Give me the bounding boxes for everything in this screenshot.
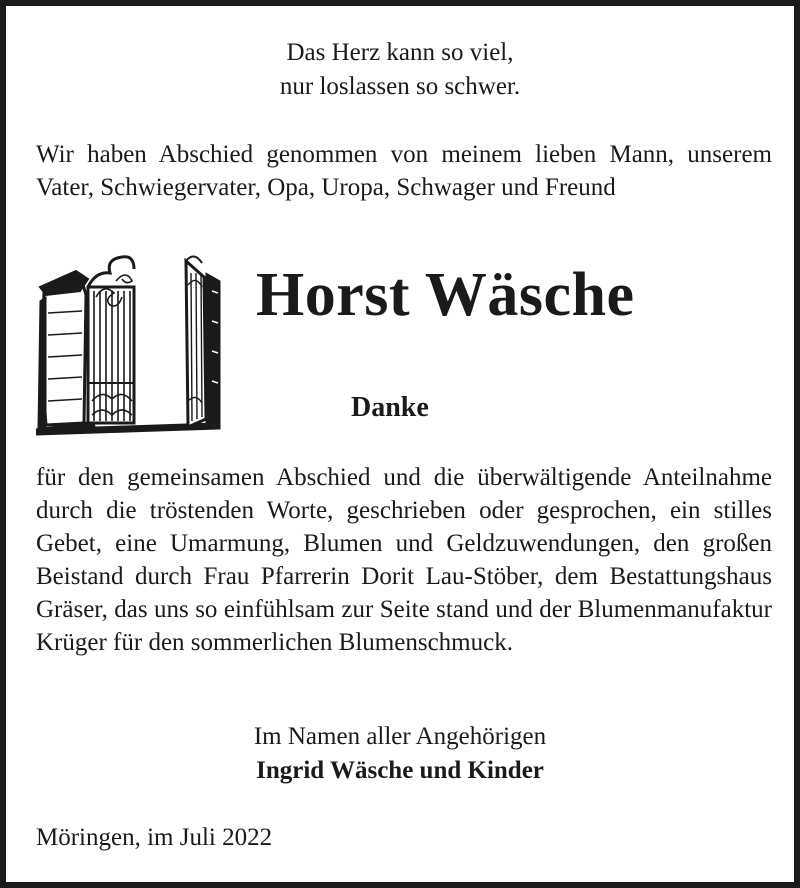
signer: Ingrid Wäsche und Kinder	[256, 757, 544, 784]
thanks-text: für den gemeinsamen Abschied und die überwältigende Anteilnahme durch die tröstenden Worte, geschrieben oder gesprochen, ein stilles Gebet, eine Umarmung, Blumen und Geldzuwendungen, den großen Beistand durch Frau Pfarrerin Dorit Lau-Stöber, dem Bestattungshaus Gräser, das uns so einfühlsam zur Seite stand und der Blumenmanufaktur Krüger für den sommerlichen Blumenschmuck.	[36, 464, 772, 656]
deceased-name: Horst Wäsche	[256, 261, 635, 329]
motto	[6, 36, 794, 104]
closing	[6, 720, 794, 788]
place-date: Möringen, im Juli 2022	[36, 824, 273, 851]
motto-line-1: Das Herz kann so viel,	[286, 39, 514, 66]
open-garden-gate-icon	[36, 251, 236, 436]
thanks-heading: Danke	[351, 392, 429, 423]
closing-line: Im Namen aller Angehörigen	[253, 723, 547, 750]
motto-line-2: nur loslassen so schwer.	[279, 73, 521, 100]
intro-text: Wir haben Abschied genommen von meinem lieben Mann, unserem Vater, Schwiegervater, Opa, Uropa, Schwager und Freund	[36, 141, 772, 201]
